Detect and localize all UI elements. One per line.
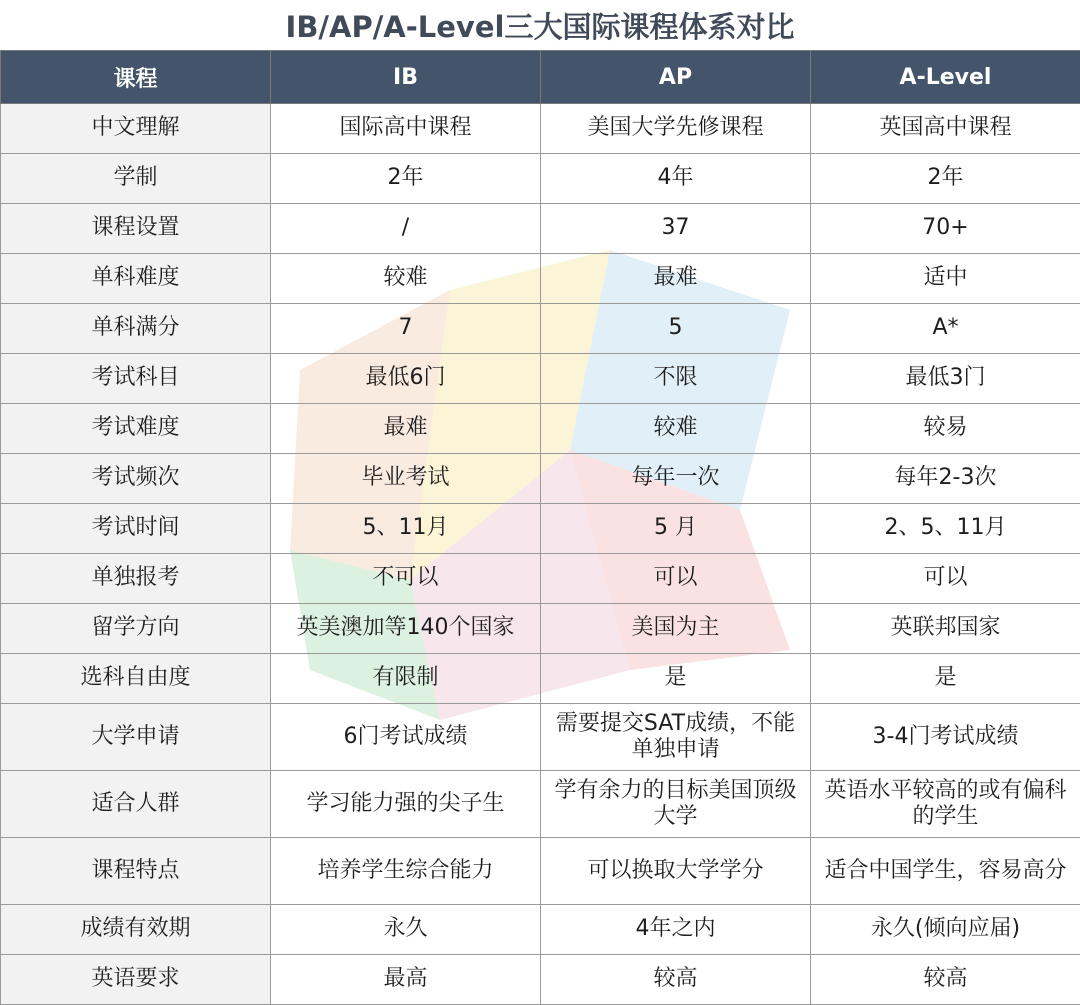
row-label: 适合人群 bbox=[1, 771, 271, 838]
cell-alevel: 适中 bbox=[811, 254, 1080, 304]
cell-ap: 美国为主 bbox=[541, 604, 811, 654]
table-row bbox=[1, 254, 1080, 304]
row-label: 学制 bbox=[1, 154, 271, 204]
cell-alevel: 70+ bbox=[811, 204, 1080, 254]
row-label: 考试频次 bbox=[1, 454, 271, 504]
table-row bbox=[1, 404, 1080, 454]
row-label: 成绩有效期 bbox=[1, 905, 271, 955]
cell-alevel: 可以 bbox=[811, 554, 1080, 604]
row-label: 中文理解 bbox=[1, 104, 271, 154]
cell-ib: 国际高中课程 bbox=[271, 104, 541, 154]
page-title: IB/AP/A-Level三大国际课程体系对比 bbox=[0, 0, 1080, 50]
cell-ib: 英美澳加等140个国家 bbox=[271, 604, 541, 654]
row-label: 考试难度 bbox=[1, 404, 271, 454]
cell-alevel: 2、5、11月 bbox=[811, 504, 1080, 554]
cell-alevel: 适合中国学生，容易高分 bbox=[811, 838, 1080, 905]
row-label: 大学申请 bbox=[1, 704, 271, 771]
table-row bbox=[1, 454, 1080, 504]
cell-ap: 可以换取大学学分 bbox=[541, 838, 811, 905]
cell-ap: 最难 bbox=[541, 254, 811, 304]
cell-alevel: 最低3门 bbox=[811, 354, 1080, 404]
cell-ib: 2年 bbox=[271, 154, 541, 204]
cell-ap: 需要提交SAT成绩，不能单独申请 bbox=[541, 704, 811, 771]
table-row bbox=[1, 154, 1080, 204]
cell-alevel: 英语水平较高的或有偏科的学生 bbox=[811, 771, 1080, 838]
row-label: 课程设置 bbox=[1, 204, 271, 254]
table-row bbox=[1, 554, 1080, 604]
cell-ib: / bbox=[271, 204, 541, 254]
cell-ap: 不限 bbox=[541, 354, 811, 404]
table-row bbox=[1, 354, 1080, 404]
header-row bbox=[1, 51, 1080, 104]
table-row bbox=[1, 104, 1080, 154]
table-row bbox=[1, 905, 1080, 955]
cell-ap: 较高 bbox=[541, 955, 811, 1005]
cell-ib: 7 bbox=[271, 304, 541, 354]
table-row bbox=[1, 204, 1080, 254]
cell-ib: 有限制 bbox=[271, 654, 541, 704]
cell-ap: 4年之内 bbox=[541, 905, 811, 955]
cell-ib: 5、11月 bbox=[271, 504, 541, 554]
cell-ib: 最高 bbox=[271, 955, 541, 1005]
comparison-table bbox=[0, 50, 1080, 1005]
cell-alevel: 2年 bbox=[811, 154, 1080, 204]
table-row bbox=[1, 604, 1080, 654]
cell-ib: 较难 bbox=[271, 254, 541, 304]
cell-ap: 学有余力的目标美国顶级大学 bbox=[541, 771, 811, 838]
cell-alevel: 英国高中课程 bbox=[811, 104, 1080, 154]
cell-alevel: 3-4门考试成绩 bbox=[811, 704, 1080, 771]
cell-ap: 5 bbox=[541, 304, 811, 354]
table-row bbox=[1, 704, 1080, 771]
table-row bbox=[1, 838, 1080, 905]
table-row bbox=[1, 504, 1080, 554]
cell-ap: 较难 bbox=[541, 404, 811, 454]
table-row bbox=[1, 955, 1080, 1005]
row-label: 单科难度 bbox=[1, 254, 271, 304]
cell-ap: 4年 bbox=[541, 154, 811, 204]
cell-ib: 培养学生综合能力 bbox=[271, 838, 541, 905]
header-cell-ap: AP bbox=[541, 51, 811, 104]
cell-alevel: 每年2-3次 bbox=[811, 454, 1080, 504]
header-cell-ib: IB bbox=[271, 51, 541, 104]
row-label: 单独报考 bbox=[1, 554, 271, 604]
row-label: 课程特点 bbox=[1, 838, 271, 905]
cell-alevel: 较高 bbox=[811, 955, 1080, 1005]
cell-ib: 6门考试成绩 bbox=[271, 704, 541, 771]
row-label: 留学方向 bbox=[1, 604, 271, 654]
cell-ap: 是 bbox=[541, 654, 811, 704]
header-cell-course: 课程 bbox=[1, 51, 271, 104]
cell-ib: 学习能力强的尖子生 bbox=[271, 771, 541, 838]
cell-ap: 可以 bbox=[541, 554, 811, 604]
table-row bbox=[1, 654, 1080, 704]
row-label: 单科满分 bbox=[1, 304, 271, 354]
cell-ib: 永久 bbox=[271, 905, 541, 955]
cell-alevel: A* bbox=[811, 304, 1080, 354]
row-label: 考试时间 bbox=[1, 504, 271, 554]
cell-ap: 37 bbox=[541, 204, 811, 254]
table-row bbox=[1, 771, 1080, 838]
cell-ap: 美国大学先修课程 bbox=[541, 104, 811, 154]
table-row bbox=[1, 304, 1080, 354]
cell-alevel: 较易 bbox=[811, 404, 1080, 454]
row-label: 选科自由度 bbox=[1, 654, 271, 704]
header-cell-alevel: A-Level bbox=[811, 51, 1080, 104]
cell-alevel: 是 bbox=[811, 654, 1080, 704]
cell-ib: 最难 bbox=[271, 404, 541, 454]
cell-ib: 最低6门 bbox=[271, 354, 541, 404]
cell-alevel: 英联邦国家 bbox=[811, 604, 1080, 654]
cell-ib: 不可以 bbox=[271, 554, 541, 604]
cell-ap: 5 月 bbox=[541, 504, 811, 554]
row-label: 考试科目 bbox=[1, 354, 271, 404]
cell-alevel: 永久(倾向应届) bbox=[811, 905, 1080, 955]
cell-ap: 每年一次 bbox=[541, 454, 811, 504]
row-label: 英语要求 bbox=[1, 955, 271, 1005]
cell-ib: 毕业考试 bbox=[271, 454, 541, 504]
